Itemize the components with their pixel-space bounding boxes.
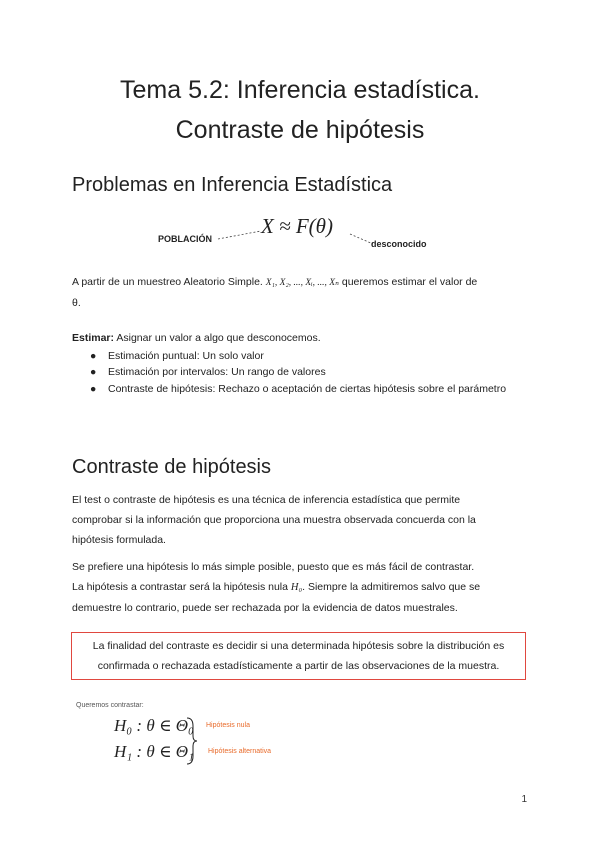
bullet-text: Estimación puntual: Un solo valor: [108, 350, 264, 362]
poblacion-label: POBLACIÓN: [158, 234, 212, 244]
h1-label: Hipótesis alternativa: [208, 748, 272, 755]
list-item: [90, 364, 326, 380]
section-heading-problemas: Problemas en Inferencia Estadística: [72, 174, 393, 196]
page-title-line-2: Contraste de hipótesis: [175, 116, 425, 144]
bullet-icon: ●: [90, 350, 97, 362]
paragraph-line: hipótesis formulada.: [72, 534, 166, 546]
box-line: confirmada o rechazada estadísticamente a partir de las observaciones de la muestra.: [97, 660, 500, 672]
queremos-label: Queremos contrastar:: [76, 702, 144, 709]
paragraph-text: . Siempre la admitiremos salvo que se: [302, 581, 481, 593]
box-line: La finalidad del contraste es decidir si una determinada hipótesis sobre la distribución es: [92, 640, 505, 652]
paragraph-line: [72, 577, 532, 598]
h0-symbol: H₀: [290, 582, 303, 593]
bullet-icon: ●: [90, 366, 97, 378]
highlight-box: [71, 632, 526, 680]
intro-text: A partir de un muestreo Aleatorio Simple.: [72, 276, 263, 288]
section-heading-contraste: Contraste de hipótesis: [72, 456, 272, 478]
list-item: [90, 348, 264, 364]
bullet-text: Contraste de hipótesis: Rechazo o aceptación de ciertas hipótesis sobre el parámetro: [108, 383, 507, 395]
page-title-line-1: Tema 5.2: Inferencia estadística.: [120, 76, 480, 104]
intro-end: queremos estimar el valor de: [341, 276, 478, 288]
paragraph-line: El test o contraste de hipótesis es una técnica de inferencia estadística que permite: [72, 494, 461, 506]
definition-paragraph: [72, 490, 532, 550]
h0-formula: H₀ : θ ∈ Θ₀: [114, 716, 194, 735]
distribution-formula: X ≈ F(θ): [261, 214, 333, 238]
desconocido-label: desconocido: [371, 239, 427, 249]
bullet-icon: ●: [90, 383, 97, 395]
page-number: 1: [521, 794, 527, 805]
population-diagram: [158, 212, 458, 256]
hypotheses-block: [114, 712, 314, 768]
paragraph-line: Se prefiere una hipótesis lo más simple posible, puesto que es más fácil de contrastar.: [72, 561, 475, 573]
estimar-definition: [72, 328, 321, 348]
brace-icon: [185, 716, 199, 766]
theta-line: θ.: [72, 297, 81, 309]
intro-paragraph: [72, 272, 532, 313]
h1-formula: H₁ : θ ∈ Θ₁: [114, 742, 194, 761]
sample-variables: X₁, X₂, ..., Xᵢ, ..., Xₙ: [265, 278, 339, 288]
estimar-label: Estimar:: [72, 332, 115, 344]
paragraph-line: comprobar si la información que proporciona una muestra observada concuerda con la: [72, 514, 476, 526]
paragraph-line: demuestre lo contrario, puede ser rechazada por la evidencia de datos muestrales.: [72, 602, 458, 614]
bullet-text: Estimación por intervalos: Un rango de valores: [108, 366, 326, 378]
list-item: [90, 381, 506, 397]
estimar-text: Asignar un valor a algo que desconocemos.: [116, 332, 321, 344]
h0-label: Hipótesis nula: [206, 722, 250, 729]
null-hypothesis-paragraph: [72, 557, 532, 618]
paragraph-text: La hipótesis a contrastar será la hipótesis nula: [72, 581, 288, 593]
